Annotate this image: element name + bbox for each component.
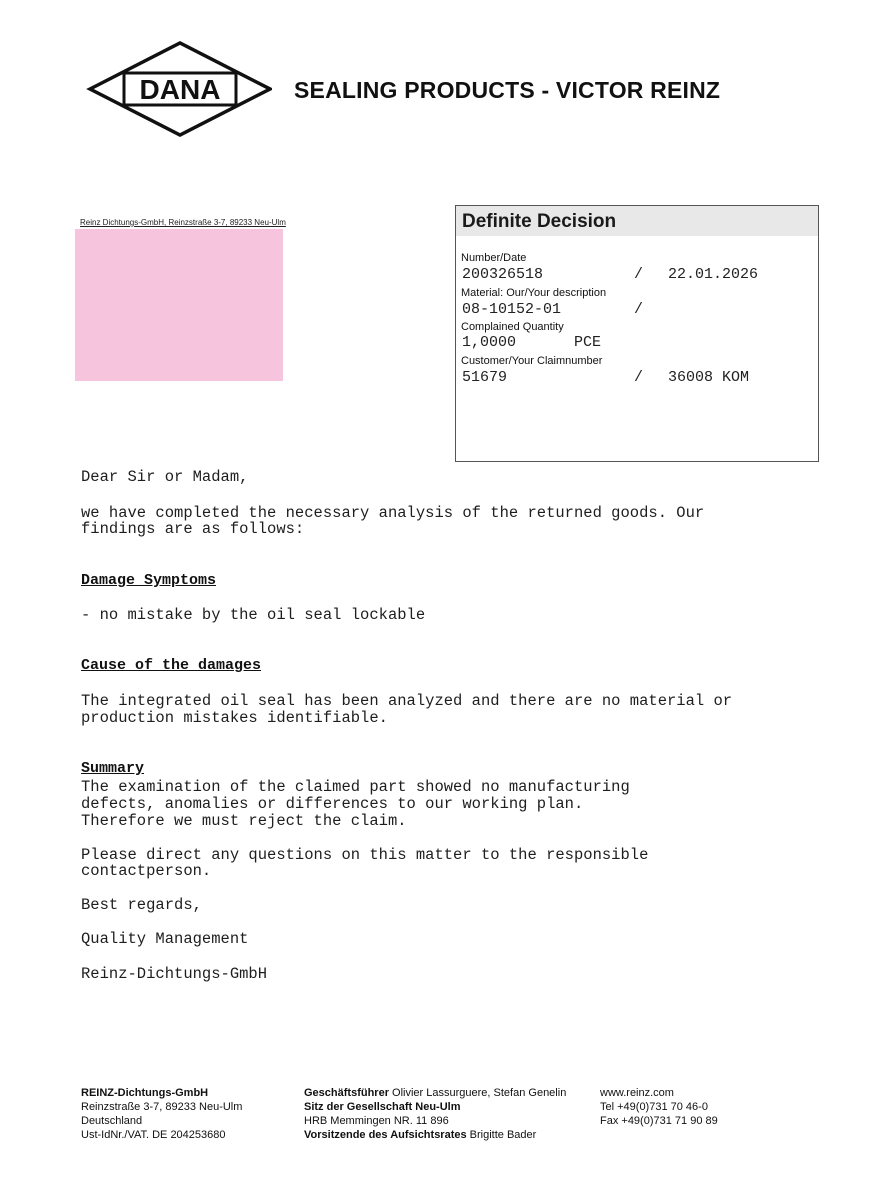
customer-number: 51679 [462,369,508,386]
closing: Best regards, [81,896,202,914]
footer-contact-column [600,1086,718,1128]
company-signature: Reinz-Dichtungs-GmbH [81,965,268,983]
footer-management-column [304,1086,566,1142]
decision-date: 22.01.2026 [668,266,759,283]
logo-text: DANA [139,74,221,105]
footer-country: Deutschland [81,1115,143,1127]
material-number: 08-10152-01 [462,301,562,318]
number-date-separator: / [634,266,644,283]
footer-company: REINZ-Dichtungs-GmbH [81,1087,209,1099]
material-label: Material: Our/Your description [461,287,607,299]
footer-board-name: Brigitte Bader [469,1129,537,1141]
quantity-label: Complained Quantity [461,321,564,333]
intro-line-2: findings are as follows: [81,520,305,538]
customer-separator: / [634,369,644,386]
footer-street: Reinzstraße 3-7, 89233 Neu-Ulm [81,1101,243,1113]
decision-number: 200326518 [462,266,544,283]
cause-line-1: The integrated oil seal has been analyzed and there are no material or [81,692,733,710]
quantity-unit: PCE [574,334,602,351]
redacted-address-block [75,229,283,381]
footer-company-column [81,1086,242,1142]
footer-md-label: Geschäftsführer [304,1087,389,1099]
footer-md-names: Olivier Lassurguere, Stefan Genelin [392,1087,567,1099]
footer-register: HRB Memmingen NR. 11 896 [304,1115,449,1127]
complained-quantity: 1,0000 [462,334,517,351]
sender-line: Reinz Dichtungs-GmbH, Reinzstraße 3-7, 89233 Neu-Ulm [80,218,286,227]
decision-box [455,205,819,462]
footer-seat: Sitz der Gesellschaft Neu-Ulm [304,1101,461,1113]
material-separator: / [634,301,644,318]
cause-heading: Cause of the damages [81,657,262,674]
footer-web: www.reinz.com [600,1087,674,1099]
damage-text: - no mistake by the oil seal lockable [81,606,426,624]
footer-board-label: Vorsitzende des Aufsichtsrates [304,1129,467,1141]
summary-heading: Summary [81,760,145,777]
dana-logo [86,40,272,138]
footer-tel: Tel +49(0)731 70 46-0 [600,1101,708,1113]
decision-title: Definite Decision [462,211,617,232]
brand-line: SEALING PRODUCTS - VICTOR REINZ [294,77,721,103]
summary-line-2: defects, anomalies or differences to our working plan. [81,795,584,813]
summary-line-3: Therefore we must reject the claim. [81,812,407,830]
questions-line-2: contactperson. [81,862,212,880]
claim-number: 36008 KOM [668,369,750,386]
salutation: Dear Sir or Madam, [81,468,249,486]
footer-fax: Fax +49(0)731 71 90 89 [600,1115,718,1127]
department: Quality Management [81,930,249,948]
summary-line-1: The examination of the claimed part showed no manufacturing [81,778,630,796]
questions-line-1: Please direct any questions on this matter to the responsible [81,846,649,864]
decision-header [456,206,818,236]
footer-vat: Ust-IdNr./VAT. DE 204253680 [81,1129,226,1141]
intro-line-1: we have completed the necessary analysis of the returned goods. Our [81,504,705,522]
customer-label: Customer/Your Claimnumber [461,355,603,367]
damage-heading: Damage Symptoms [81,572,217,589]
cause-line-2: production mistakes identifiable. [81,709,388,727]
number-date-label: Number/Date [461,252,527,264]
